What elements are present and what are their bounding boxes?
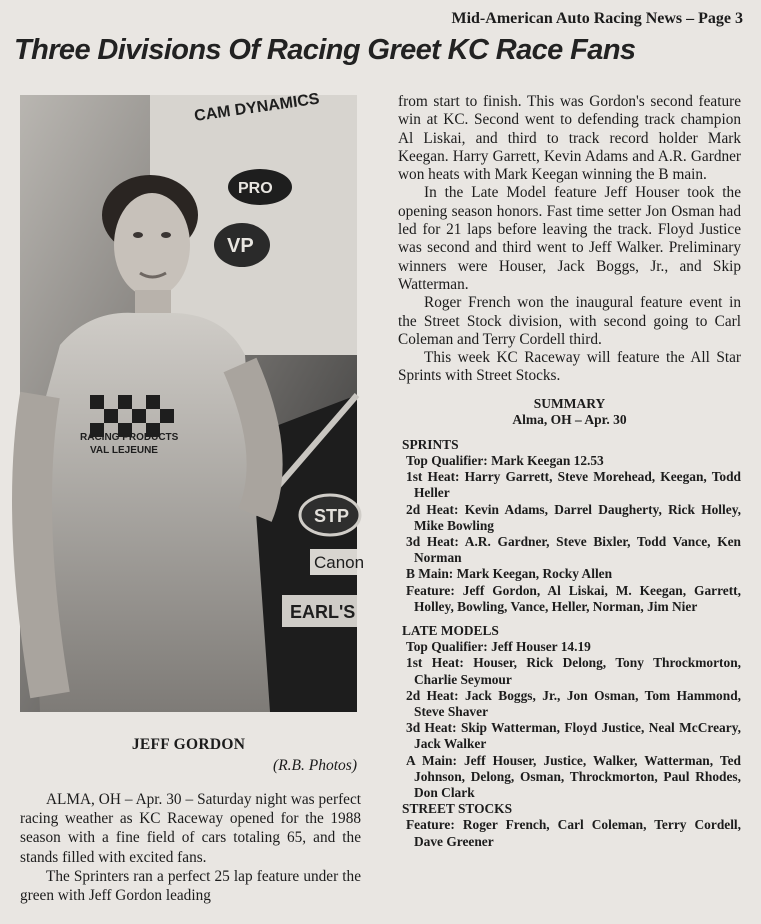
suit-text-1: RACING PRODUCTS [80, 432, 179, 443]
result-line: 1st Heat: Houser, Rick Delong, Tony Throckmorton, Charlie Seymour [406, 655, 741, 687]
article-paragraph: ALMA, OH – Apr. 30 – Saturday night was perfect racing weather as KC Raceway opened for the 1988 season with a fine field of cars totaling 65, and the stands filled with excited fans. [20, 791, 361, 866]
section-title: LATE MODELS [402, 622, 499, 638]
result-line: 2d Heat: Kevin Adams, Darrel Daugherty, Rick Holley, Mike Bowling [406, 501, 741, 533]
suit-text-2: VAL LEJEUNE [90, 445, 158, 456]
summary-header [398, 396, 741, 429]
photo-caption-name: JEFF GORDON [131, 736, 246, 753]
result-line: 3d Heat: Skip Watterman, Floyd Justice, Neal McCreary, Jack Walker [406, 720, 741, 752]
photo-credit: (R.B. Photos) [273, 757, 357, 774]
headline: Three Divisions Of Racing Greet KC Race Fans [14, 34, 636, 66]
publication-line: Mid-American Auto Racing News – Page 3 [451, 10, 743, 27]
result-line: 3d Heat: A.R. Gardner, Steve Bixler, Todd Vance, Ken Norman [406, 533, 741, 566]
result-line: Top Qualifier: Mark Keegan 12.53 [406, 452, 604, 468]
summary-section-sprints [398, 437, 741, 615]
result-line: 2d Heat: Jack Boggs, Jr., Jon Osman, Tom Hammond, Steve Shaver [406, 687, 741, 719]
article-paragraph: Roger French won the inaugural feature event in the Street Stock division, with second going to Carl Coleman and Terry Cordell third. [398, 294, 741, 348]
summary-section-street-stocks [398, 801, 741, 850]
logo-pro: PRO [238, 180, 273, 197]
racer-photo [20, 90, 365, 712]
logo-stp: STP [314, 506, 350, 526]
page-header [0, 8, 761, 30]
photo-illustration [20, 90, 365, 712]
result-line: Top Qualifier: Jeff Houser 14.19 [406, 639, 591, 655]
article-right-column [398, 93, 741, 850]
logo-earls: EARL'S [290, 602, 356, 622]
article-paragraph: The Sprinters ran a perfect 25 lap feature under the green with Jeff Gordon leading [20, 867, 361, 905]
result-line: Feature: Roger French, Carl Coleman, Terry Cordell, Dave Greener [406, 817, 741, 849]
logo-cam: CAM DYNAMICS [193, 90, 321, 125]
result-line: A Main: Jeff Houser, Justice, Walker, Watterman, Ted Johnson, Delong, Osman, Throckmorton, Paul Rhodes, Don Clark [406, 752, 741, 801]
article-left-column [20, 790, 361, 905]
section-title: STREET STOCKS [402, 801, 513, 817]
article-paragraph: from start to finish. This was Gordon's second feature win at KC. Second went to defending track champion Al Liskai, and third to track record holder Mark Keegan. Harry Garrett, Kevin Adams and A.R. Gardner won heats with Mark Keegan winning the B main. [398, 93, 741, 184]
result-line: 1st Heat: Harry Garrett, Steve Morehead, Keegan, Todd Heller [406, 469, 741, 501]
summary-subtitle: Alma, OH – Apr. 30 [512, 412, 627, 428]
article-paragraph: This week KC Raceway will feature the All Star Sprints with Street Stocks. [398, 349, 741, 385]
summary-section-late-models [398, 623, 741, 801]
result-line: B Main: Mark Keegan, Rocky Allen [406, 566, 613, 582]
logo-canon: Canon [314, 553, 365, 572]
section-title: SPRINTS [402, 436, 459, 452]
logo-vp: VP [227, 235, 254, 257]
summary-title: SUMMARY [533, 395, 606, 411]
results-summary [398, 437, 741, 850]
article-paragraph: In the Late Model feature Jeff Houser took the opening season honors. Fast time setter Jon Osman had led for 21 laps before leaving the track. Floyd Justice was second and third went to Jeff Walker. Preliminary winners were Houser, Jack Boggs, Jr., and Skip Watterman. [398, 184, 741, 293]
result-line: Feature: Jeff Gordon, Al Liskai, M. Keegan, Garrett, Holley, Bowling, Vance, Heller, Norman, Jim Nier [406, 582, 741, 614]
